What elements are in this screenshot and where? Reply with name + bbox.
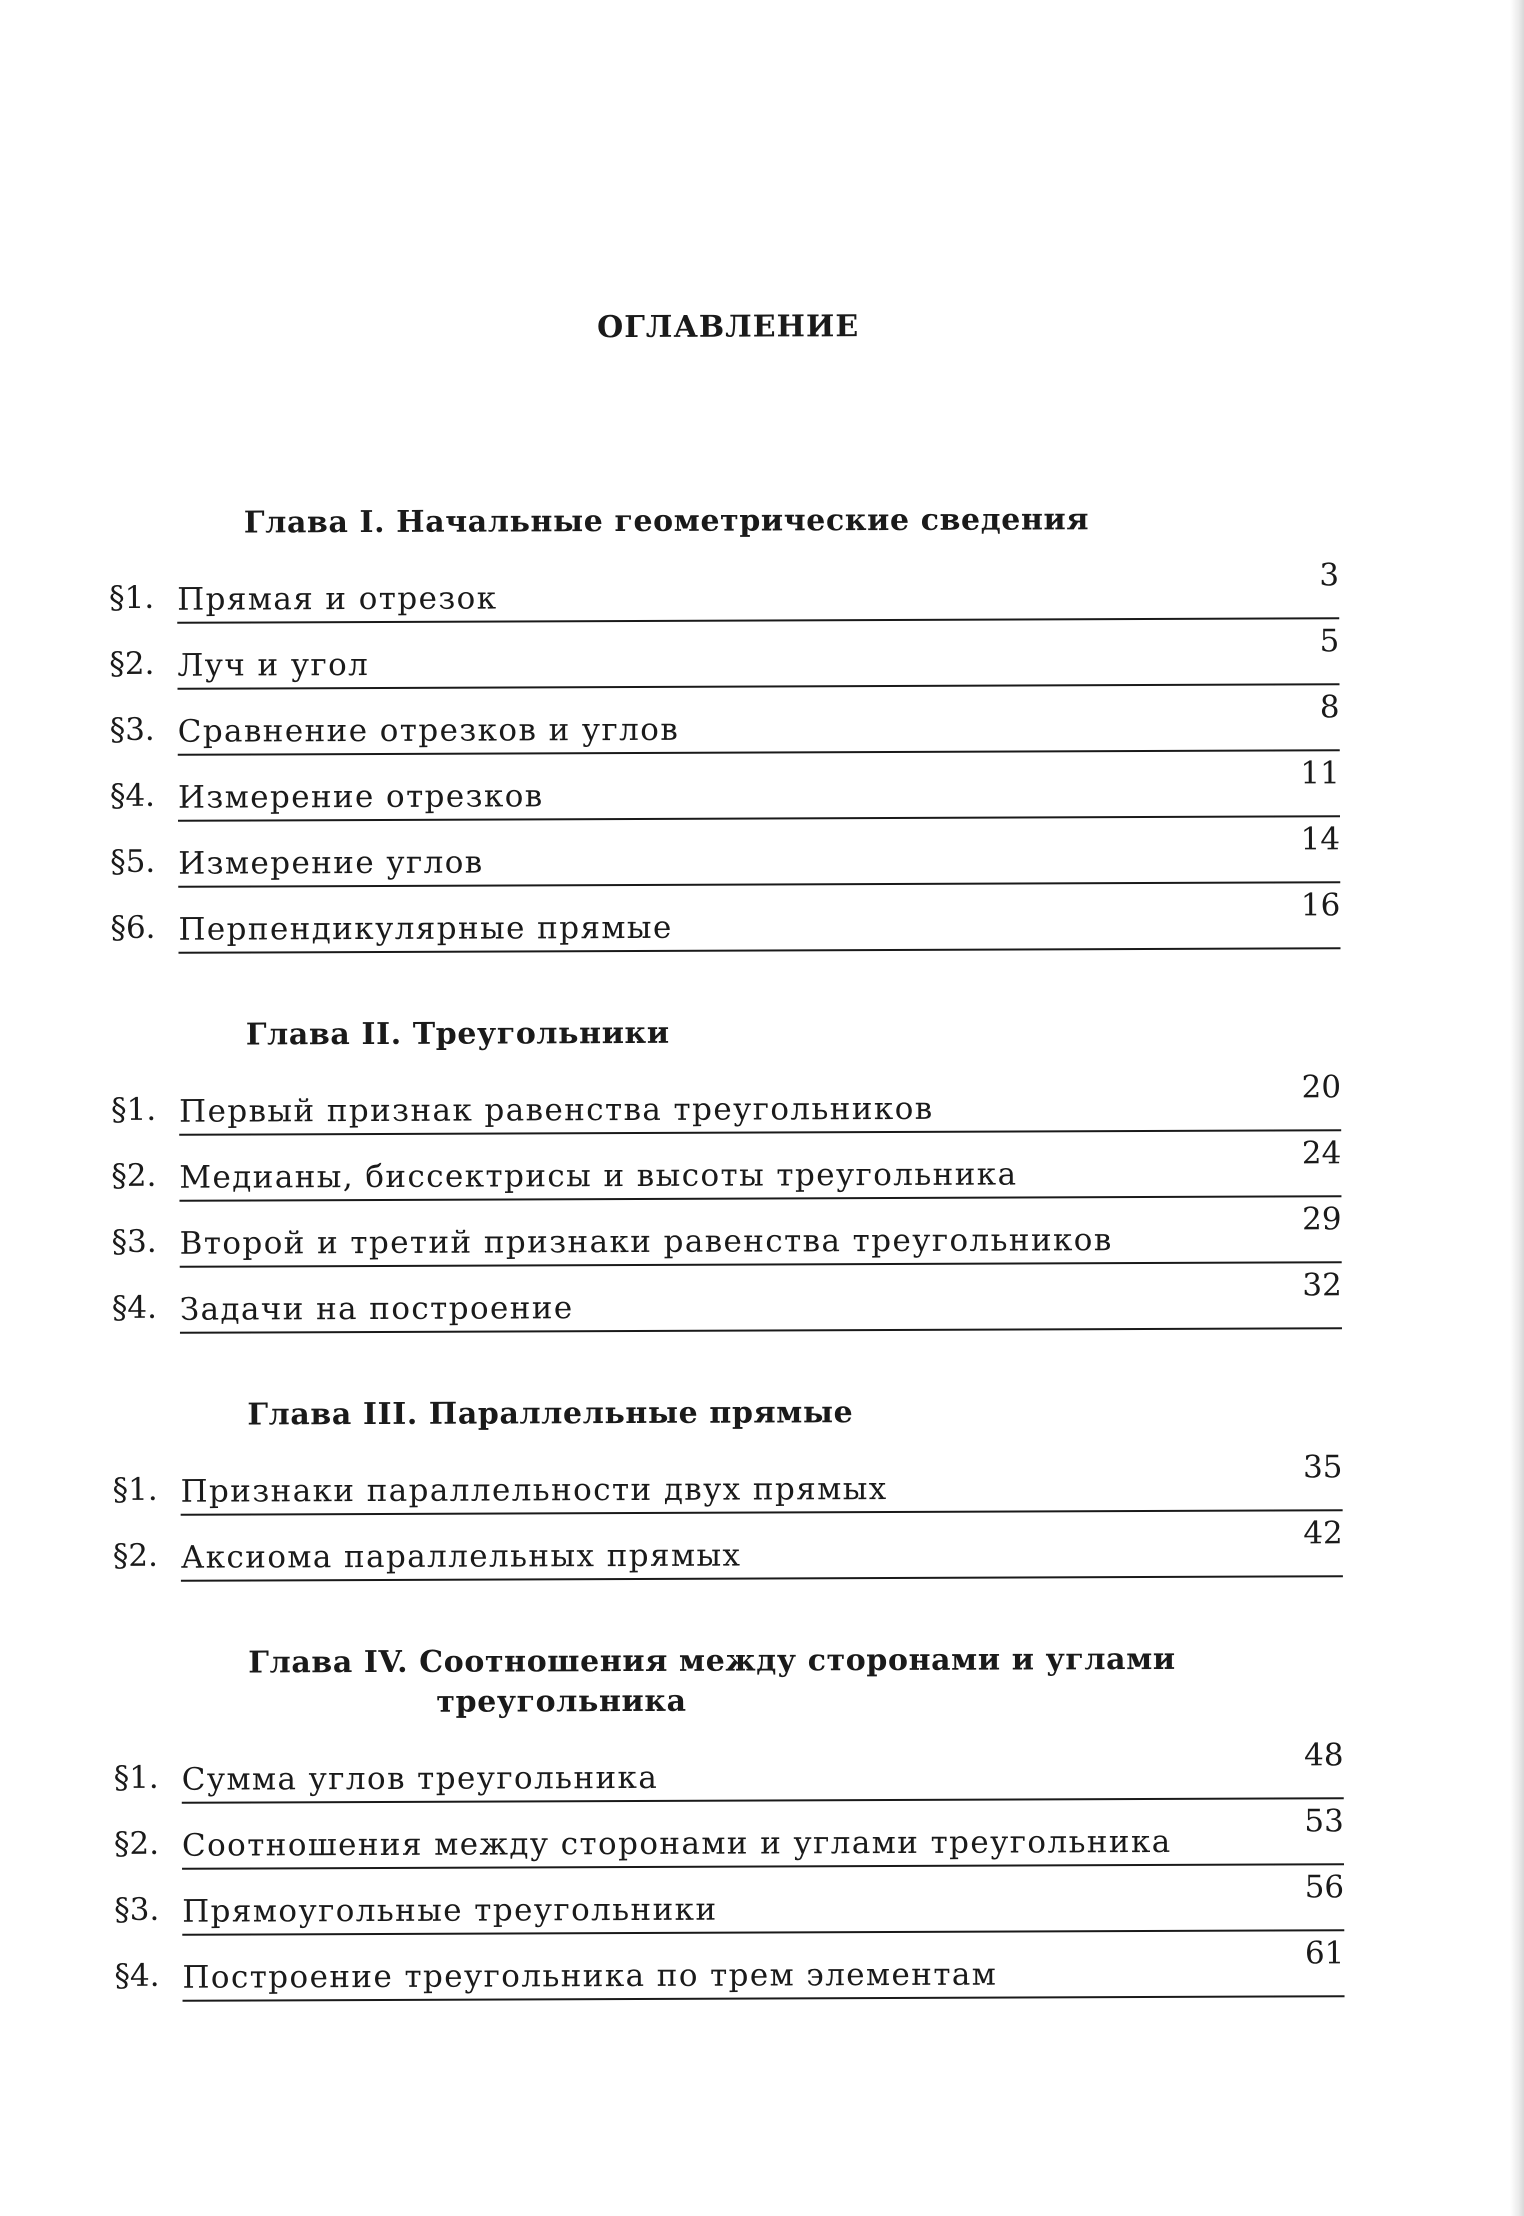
section-number: §6. — [110, 909, 156, 946]
chapter-heading: Глава II. Треугольники — [245, 1015, 670, 1053]
toc-entry[interactable] — [114, 1733, 1344, 1804]
toc-entry[interactable] — [111, 1065, 1341, 1136]
entry-leader — [178, 885, 1340, 953]
section-title: Луч и угол — [177, 646, 370, 684]
chapter-heading — [113, 1639, 1343, 1724]
chapter-heading: Глава III. Параллельные прямые — [247, 1395, 854, 1433]
entry-leader — [179, 1067, 1341, 1135]
section-number: §2. — [112, 1537, 158, 1574]
entry-leader — [179, 1199, 1341, 1267]
section-number: §3. — [114, 1891, 160, 1928]
section-number: §4. — [111, 1289, 158, 1326]
page-number: 32 — [1302, 1267, 1342, 1304]
section-number: §1. — [113, 1759, 159, 1796]
section-number: §2. — [111, 1157, 157, 1194]
page-number: 3 — [1319, 557, 1340, 594]
entry-leader — [182, 1735, 1344, 1803]
section-title: Сумма углов треугольника — [181, 1759, 659, 1798]
section-number: §4. — [109, 777, 156, 814]
section-title: Перпендикулярные прямые — [178, 909, 673, 948]
page-number: 48 — [1304, 1737, 1344, 1774]
toc-entry[interactable] — [109, 619, 1339, 690]
section-title: Сравнение отрезков и углов — [177, 711, 680, 750]
entry-leader — [178, 687, 1340, 755]
section-title: Прямая и отрезок — [177, 580, 498, 618]
entry-leader — [177, 621, 1339, 689]
toc-entry[interactable] — [110, 751, 1340, 822]
toc-entry[interactable] — [111, 1197, 1341, 1268]
section-title: Прямоугольные треугольники — [182, 1891, 718, 1930]
section-title: Задачи на построение — [179, 1290, 574, 1328]
toc-entry[interactable] — [109, 685, 1339, 756]
section-number: §5. — [110, 843, 156, 880]
section-title: Первый признак равенства треугольников — [179, 1090, 934, 1130]
page-number: 11 — [1300, 755, 1340, 792]
toc-entry[interactable] — [114, 1931, 1344, 2002]
section-title: Медианы, биссектрисы и высоты треугольника — [179, 1156, 1018, 1196]
section-title: Второй и третий признаки равенства треугольников — [179, 1222, 1113, 1262]
section-title: Измерение углов — [178, 844, 484, 882]
entry-leader — [180, 1265, 1342, 1333]
toc-title: ОГЛАВЛЕНИЕ — [596, 309, 860, 346]
section-number: §2. — [109, 645, 155, 682]
toc-entry[interactable] — [114, 1865, 1344, 1936]
section-number: §3. — [111, 1223, 157, 1260]
entry-leader — [178, 819, 1340, 887]
toc-entry[interactable] — [109, 553, 1339, 624]
page-number: 24 — [1301, 1135, 1342, 1172]
page-number: 61 — [1304, 1935, 1345, 1972]
chapter-3 — [112, 1391, 1343, 1582]
chapter-1 — [109, 499, 1341, 954]
page-number: 8 — [1319, 689, 1340, 726]
page-number: 16 — [1300, 887, 1341, 924]
section-title: Построение треугольника по трем элементам — [182, 1956, 998, 1996]
section-title: Измерение отрезков — [177, 778, 544, 816]
entry-leader — [181, 1513, 1343, 1581]
page-number: 56 — [1304, 1869, 1345, 1906]
toc-entry[interactable] — [110, 883, 1340, 954]
page-number: 35 — [1302, 1449, 1343, 1486]
entry-leader — [178, 753, 1340, 821]
section-number: §4. — [114, 1957, 160, 1994]
entry-leader — [182, 1933, 1344, 2001]
page-number: 42 — [1303, 1515, 1343, 1552]
toc-entry[interactable] — [111, 1131, 1341, 1202]
entry-leader — [180, 1447, 1342, 1515]
chapter-4 — [113, 1639, 1344, 2002]
chapter-heading-line: треугольника — [436, 1683, 687, 1720]
page-number: 29 — [1302, 1201, 1342, 1238]
chapter-heading-line: Глава IV. Соотношения между сторонами и углами — [248, 1641, 1176, 1681]
section-number: §1. — [112, 1471, 158, 1508]
entry-leader — [182, 1801, 1344, 1869]
entry-leader — [177, 555, 1339, 623]
section-title: Соотношения между сторонами и углами треугольника — [181, 1823, 1172, 1864]
section-number: §1. — [109, 579, 155, 616]
toc-entry[interactable] — [114, 1799, 1344, 1870]
entry-leader — [182, 1867, 1344, 1935]
chapter-2 — [111, 1011, 1342, 1334]
toc-entry[interactable] — [112, 1263, 1342, 1334]
section-number: §3. — [109, 711, 155, 748]
section-number: §2. — [113, 1825, 160, 1862]
section-title: Аксиома параллельных прямых — [180, 1537, 742, 1576]
page-number: 14 — [1300, 821, 1341, 858]
toc-entry[interactable] — [113, 1511, 1343, 1582]
page-number: 53 — [1304, 1803, 1344, 1840]
section-title: Признаки параллельности двух прямых — [180, 1471, 888, 1510]
table-of-contents — [108, 295, 1345, 2002]
page-number: 5 — [1319, 623, 1340, 660]
section-number: §1. — [111, 1091, 157, 1128]
entry-leader — [179, 1133, 1341, 1201]
page-number: 20 — [1301, 1069, 1342, 1106]
toc-entry[interactable] — [112, 1445, 1342, 1516]
page-edge-shadow — [1510, 0, 1524, 2216]
chapter-heading: Глава I. Начальные геометрические сведения — [243, 502, 1090, 541]
toc-entry[interactable] — [110, 817, 1340, 888]
